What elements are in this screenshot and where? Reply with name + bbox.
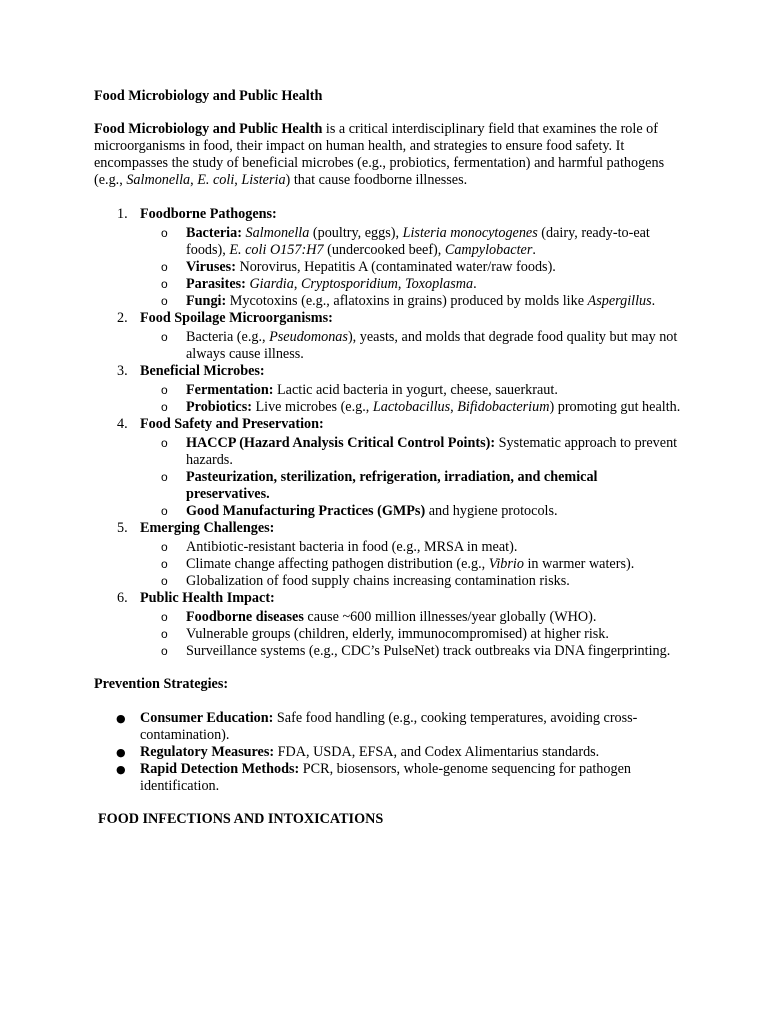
body-text: Vulnerable groups (children, elderly, immunocompromised) at higher risk. (186, 626, 609, 642)
italic-text: Bifidobacterium (457, 399, 550, 415)
bold-text: Bacteria: (186, 225, 246, 241)
hollow-bullet-icon: o (161, 627, 168, 641)
body-text: . (473, 276, 477, 292)
body-text: and hygiene protocols. (425, 503, 558, 519)
hollow-bullet-icon: o (161, 504, 168, 518)
italic-text: Toxoplasma (405, 276, 474, 292)
body-text: (undercooked beef), (323, 242, 445, 258)
final-heading: FOOD INFECTIONS AND INTOXICATIONS (98, 811, 384, 827)
intro-salmonella: Salmonella (126, 172, 191, 188)
section-number: 1. (117, 206, 128, 222)
italic-text: Vibrio (488, 556, 524, 572)
hollow-bullet-icon: o (161, 644, 168, 658)
body-text: ), yeasts, and molds that degrade food quality but may not always cause illness. (186, 329, 678, 362)
prevention-text: PCR, biosensors, whole-genome sequencing for pathogen identification. (140, 761, 631, 794)
prevention-label: Consumer Education: (140, 710, 274, 726)
hollow-bullet-icon: o (161, 294, 168, 308)
body-text: , (293, 276, 301, 292)
section-sublist (140, 539, 684, 590)
sublist-item (140, 469, 684, 503)
document-page (94, 88, 684, 828)
intro-lead: Food Microbiology and Public Health (94, 121, 323, 137)
filled-bullet-icon: ● (116, 712, 126, 725)
hollow-bullet-icon: o (161, 557, 168, 571)
hollow-bullet-icon: o (161, 540, 168, 554)
hollow-bullet-icon: o (161, 400, 168, 414)
bold-text: Fermentation: (186, 382, 278, 398)
italic-text: Campylobacter (444, 242, 533, 258)
prevention-text: Safe food handling (e.g., cooking temperatures, avoiding cross-contamination). (140, 710, 638, 743)
hollow-bullet-icon: o (161, 610, 168, 624)
body-text: cause ~600 million illnesses/year globally (WHO). (303, 609, 597, 625)
hollow-bullet-icon: o (161, 260, 168, 274)
sublist-item (140, 259, 684, 276)
sublist-item (140, 293, 684, 310)
bold-text: Fungi: (186, 293, 230, 309)
italic-text: Giardia (249, 276, 294, 292)
prevention-item (94, 744, 684, 761)
hollow-bullet-icon: o (161, 330, 168, 344)
sublist-item (140, 225, 684, 259)
sublist-item (140, 435, 684, 469)
body-text: Norovirus, Hepatitis A (contaminated water/raw foods). (239, 259, 556, 275)
body-text: Systematic approach to prevent hazards. (186, 435, 678, 468)
body-text: . (532, 242, 536, 258)
section-heading: Beneficial Microbes: (140, 363, 265, 379)
bold-text: Foodborne diseases (186, 609, 304, 625)
hollow-bullet-icon: o (161, 277, 168, 291)
hollow-bullet-icon: o (161, 436, 168, 450)
sublist-item (140, 503, 684, 520)
section-number: 6. (117, 590, 128, 606)
body-text: Climate change affecting pathogen distribution (e.g., (186, 556, 489, 572)
section-number: 4. (117, 416, 128, 432)
prevention-heading: Prevention Strategies: (94, 676, 229, 692)
body-text: (poultry, eggs), (309, 225, 403, 241)
section-sublist (140, 225, 684, 310)
body-text: Bacteria (e.g., (186, 329, 270, 345)
sublist-item (140, 399, 684, 416)
prevention-label: Regulatory Measures: (140, 744, 275, 760)
prevention-list (94, 710, 684, 795)
body-text: (dairy, ready-to-eat foods), (186, 225, 650, 258)
body-text: , (397, 276, 405, 292)
section-item (94, 206, 684, 310)
bold-text: Viruses: (186, 259, 240, 275)
sublist-item (140, 556, 684, 573)
hollow-bullet-icon: o (161, 574, 168, 588)
section-number: 3. (117, 363, 128, 379)
body-text: Mycotoxins (e.g., aflatoxins in grains) produced by molds like (229, 293, 588, 309)
section-sublist (140, 609, 684, 660)
section-heading: Public Health Impact: (140, 590, 275, 606)
body-text: Lactic acid bacteria in yogurt, cheese, sauerkraut. (277, 382, 558, 398)
body-text: . (651, 293, 656, 309)
body-text: Live microbes (e.g., (255, 399, 373, 415)
intro-listeria: Listeria (241, 172, 286, 188)
section-item (94, 520, 684, 590)
prevention-label: Rapid Detection Methods: (140, 761, 300, 777)
document-title: Food Microbiology and Public Health (94, 88, 323, 104)
italic-text: Cryptosporidium (300, 276, 398, 292)
filled-bullet-icon: ● (116, 746, 126, 759)
italic-text: Pseudomonas (269, 329, 348, 345)
section-sublist (140, 329, 684, 363)
body-text: Antibiotic-resistant bacteria in food (e.g., MRSA in meat). (186, 539, 518, 555)
intro-text-2: ) that cause foodborne illnesses. (285, 172, 468, 188)
sublist-item (140, 329, 684, 363)
italic-text: Listeria monocytogenes (402, 225, 538, 241)
bold-text: Pasteurization, sterilization, refrigeration, irradiation, and chemical preservatives. (186, 469, 598, 502)
sublist-item (140, 382, 684, 399)
italic-text: Aspergillus (587, 293, 652, 309)
body-text: , (450, 399, 458, 415)
section-item (94, 416, 684, 520)
prevention-text: FDA, USDA, EFSA, and Codex Alimentarius standards. (274, 744, 600, 760)
italic-text: E. coli O157:H7 (229, 242, 324, 258)
body-text: ) promoting gut health. (549, 399, 681, 415)
body-text: Surveillance systems (e.g., CDC’s PulseNet) track outbreaks via DNA fingerprinting. (186, 643, 671, 659)
filled-bullet-icon: ● (116, 763, 126, 776)
sublist-item (140, 276, 684, 293)
sublist-item (140, 626, 684, 643)
section-item (94, 310, 684, 363)
section-sublist (140, 435, 684, 520)
section-number: 2. (117, 310, 128, 326)
prevention-item (94, 710, 684, 744)
body-text: in warmer waters). (523, 556, 635, 572)
bold-text: Probiotics: (186, 399, 256, 415)
body-text: Globalization of food supply chains increasing contamination risks. (186, 573, 570, 589)
hollow-bullet-icon: o (161, 383, 168, 397)
intro-paragraph (94, 121, 684, 189)
section-item (94, 590, 684, 660)
hollow-bullet-icon: o (161, 470, 168, 484)
sublist-item (140, 643, 684, 660)
bold-text: Parasites: (186, 276, 250, 292)
prevention-item (94, 761, 684, 795)
sublist-item (140, 573, 684, 590)
hollow-bullet-icon: o (161, 226, 168, 240)
section-heading: Food Spoilage Microorganisms: (140, 310, 333, 326)
section-heading: Food Safety and Preservation: (140, 416, 324, 432)
intro-text-1: is a critical interdisciplinary field that examines the role of microorganisms in food, their impact on human health, and strategies to ensure food safety. It encompasses the study of beneficial microbes (e.g., probiotics, fermentation) and harmful pathogens (e.g., (94, 121, 665, 188)
italic-text: Lactobacillus (372, 399, 451, 415)
sublist-item (140, 609, 684, 626)
italic-text: Salmonella (245, 225, 310, 241)
section-item (94, 363, 684, 416)
section-sublist (140, 382, 684, 416)
intro-sep-2: , (234, 172, 242, 188)
section-number: 5. (117, 520, 128, 536)
sublist-item (140, 539, 684, 556)
intro-sep-1: , (190, 172, 198, 188)
section-heading: Foodborne Pathogens: (140, 206, 277, 222)
bold-text: HACCP (Hazard Analysis Critical Control Points): (186, 435, 499, 451)
intro-ecoli: E. coli (197, 172, 235, 188)
section-heading: Emerging Challenges: (140, 520, 275, 536)
numbered-section-list (94, 206, 684, 660)
bold-text: Good Manufacturing Practices (GMPs) (186, 503, 426, 519)
